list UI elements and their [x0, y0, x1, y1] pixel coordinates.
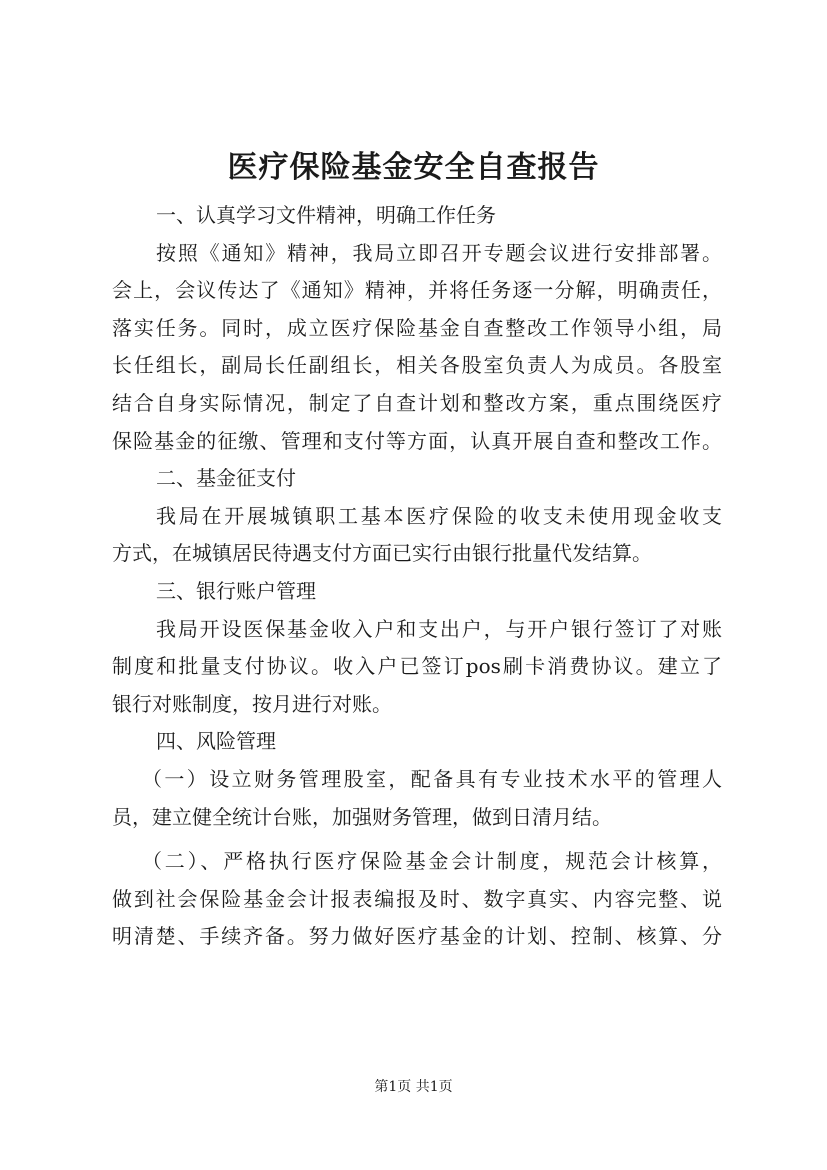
text-line: 员，建立健全统计台账，加强财务管理，做到日清月结。	[112, 804, 612, 829]
text-line: （一）设立财务管理股室，配备具有专业技术水平的管理人	[142, 766, 722, 791]
page-footer: 第1页 共1页	[374, 1079, 453, 1095]
text-line: 我局在开展城镇职工基本医疗保险的收支未使用现金收支	[156, 503, 722, 528]
text-line: 一、认真学习文件精神，明确工作任务	[156, 203, 496, 227]
document-body	[112, 197, 722, 956]
text-line: （二）、严格执行医疗保险基金会计制度，规范会计核算，	[142, 849, 722, 874]
text-line: 二、基金征支付	[156, 466, 296, 491]
text-line: 按照《通知》精神，我局立即召开专题会议进行安排部署。	[156, 240, 722, 265]
document-title: 医疗保险基金安全自查报告	[227, 150, 600, 185]
text-line: 结合自身实际情况，制定了自查计划和整改方案，重点围绕医疗	[112, 390, 722, 415]
text-line: 明清楚、手续齐备。努力做好医疗基金的计划、控制、核算、分	[112, 924, 722, 949]
text-line: 长任组长，副局长任副组长，相关各股室负责人为成员。各股室	[112, 353, 722, 378]
text-line: 四、风险管理	[156, 729, 276, 754]
text-line: 落实任务。同时，成立医疗保险基金自查整改工作领导小组，局	[112, 315, 722, 340]
text-line: 方式，在城镇居民待遇支付方面已实行由银行批量代发结算。	[112, 541, 652, 566]
text-line: 制度和批量支付协议。收入户已签订pos刷卡消费协议。建立了	[112, 654, 722, 679]
text-line: 保险基金的征缴、管理和支付等方面，认真开展自查和整改工作。	[112, 428, 722, 453]
text-line: 做到社会保险基金会计报表编报及时、数字真实、内容完整、说	[112, 886, 722, 911]
text-line: 三、银行账户管理	[156, 578, 316, 603]
text-line: 我局开设医保基金收入户和支出户，与开户银行签订了对账	[156, 616, 722, 641]
text-line: 银行对账制度，按月进行对账。	[112, 691, 392, 716]
text-line: 会上，会议传达了《通知》精神，并将任务逐一分解，明确责任，	[112, 278, 722, 303]
